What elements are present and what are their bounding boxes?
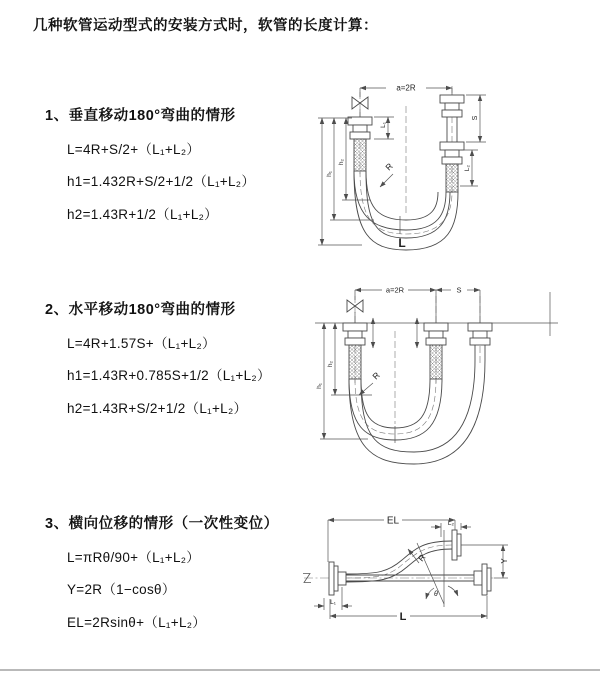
diagram-lateral-displacement	[298, 503, 594, 648]
dim-label-l1: L₁	[380, 122, 387, 128]
hose-fittings	[329, 530, 491, 595]
hose-curves	[346, 541, 452, 582]
diagram-horizontal-180-bend	[310, 276, 566, 472]
section-1-heading: 1、垂直移动180°弯曲的情形	[45, 108, 236, 124]
formula-length: L=πRθ/90+（L₁+L₂）	[67, 549, 201, 565]
dim-label-h2: h₂	[338, 158, 345, 166]
dim-label-a2r: a=2R	[396, 83, 416, 93]
page-title: 几种软管运动型式的安装方式时，软管的长度计算：	[33, 18, 378, 34]
scan-edge-line	[0, 669, 600, 671]
formula-el: EL=2Rsinθ+（L₁+L₂）	[67, 614, 207, 630]
formula-h2: h2=1.43R+S/2+1/2（L₁+L₂）	[67, 400, 248, 416]
dim-label-y: Y	[500, 558, 509, 564]
dim-label-a2r: a=2R	[385, 285, 405, 295]
centerlines	[355, 296, 480, 424]
formula-h2: h2=1.43R+1/2（L₁+L₂）	[67, 206, 218, 222]
dim-label-l: L	[398, 236, 406, 250]
hose-fittings	[343, 323, 492, 382]
dim-label-theta: θ	[434, 591, 438, 598]
dim-label-h1: h₁	[316, 383, 323, 389]
diagram-vertical-180-bend	[310, 64, 582, 260]
dim-label-s: S	[472, 115, 479, 121]
formula-length: L=4R+S/2+（L₁+L₂）	[67, 141, 201, 157]
section-vertical-movement	[45, 104, 255, 223]
formula-y: Y=2R（1−cosθ）	[67, 582, 176, 597]
section-3-heading: 3、横向位移的情形（一次性变位）	[45, 516, 279, 532]
dimension-lines	[314, 520, 508, 619]
dim-label-l2: L₂	[464, 164, 471, 172]
formula-h1: h1=1.43R+0.785S+1/2（L₁+L₂）	[67, 368, 271, 383]
dim-label-r: R	[415, 552, 428, 564]
formula-h1: h1=1.432R+S/2+1/2（L₁+L₂）	[67, 174, 256, 189]
hose-curves	[349, 360, 485, 464]
section-horizontal-movement	[45, 298, 271, 417]
dim-label-r: R	[370, 370, 382, 382]
formula-length: L=4R+1.57S+（L₁+L₂）	[67, 335, 216, 351]
dim-label-h1: h₁	[326, 171, 333, 177]
dim-label-r: R	[383, 161, 395, 173]
dim-label-l1: L₁	[330, 599, 336, 606]
section-2-heading: 2、水平移动180°弯曲的情形	[45, 302, 236, 318]
dim-label-h2: h₂	[327, 360, 334, 368]
section-lateral-displacement	[45, 512, 279, 631]
dim-label-el: EL	[386, 515, 400, 527]
dim-label-l2: L₂	[447, 520, 455, 527]
dim-label-l: L	[399, 611, 407, 623]
dim-label-s: S	[456, 285, 462, 295]
